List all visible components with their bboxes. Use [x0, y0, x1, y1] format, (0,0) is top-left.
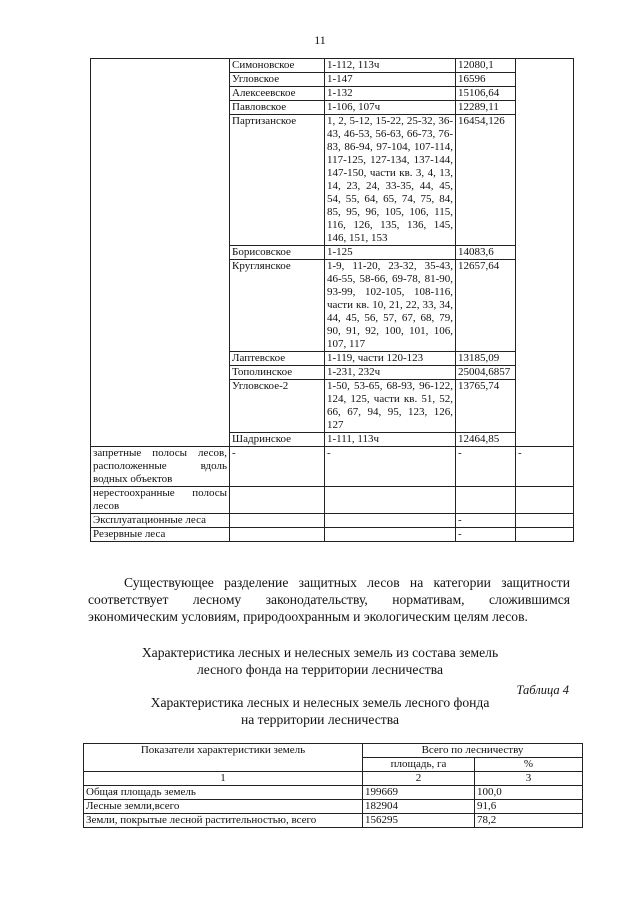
row-area: 156295	[363, 814, 475, 828]
quarters-cell: 1-132	[325, 87, 456, 101]
header-area: площадь, га	[363, 758, 475, 772]
area-cell: 25004,6857	[456, 366, 516, 380]
land-characteristics-table	[83, 743, 583, 828]
category-value-cell: -	[456, 447, 516, 487]
quarters-cell: 1-106, 107ч	[325, 101, 456, 115]
header-percent: %	[475, 758, 583, 772]
table-title-line1: Характеристика лесных и нелесных земель лесного фонда	[150, 695, 490, 710]
category-value-cell: -	[230, 447, 325, 487]
district-name-cell: Тополинское	[230, 366, 325, 380]
quarters-cell: 1-9, 11-20, 23-32, 35-43, 46-55, 58-66, 69-78, 81-90, 93-99, 102-105, 108-116, части кв. 10, 21, 22, 33, 34, 44, 45, 56, 57, 67, 68, 79, 90, 91, 92, 100, 101, 106, 107, 117	[325, 260, 456, 352]
table-row	[91, 447, 574, 487]
table-row	[91, 59, 574, 73]
section-heading-line2: лесного фонда на территории лесничества	[197, 662, 443, 677]
forest-districts-table-body	[91, 59, 574, 542]
colnum-2: 2	[363, 772, 475, 786]
table-number: Таблица 4	[516, 683, 569, 697]
forest-districts-table	[90, 58, 574, 542]
header-indicators: Показатели характеристики земель	[84, 744, 363, 772]
area-cell: 16596	[456, 73, 516, 87]
area-cell: 12657,64	[456, 260, 516, 352]
category-value-cell	[325, 528, 456, 542]
section-heading-line1: Характеристика лесных и нелесных земель из состава земель	[141, 645, 499, 660]
row-label: Общая площадь земель	[84, 786, 363, 800]
area-cell: 16454,126	[456, 115, 516, 246]
area-cell: 12080,1	[456, 59, 516, 73]
category-value-cell	[325, 487, 456, 514]
table-row	[84, 814, 583, 828]
row-area: 182904	[363, 800, 475, 814]
district-name-cell: Павловское	[230, 101, 325, 115]
district-name-cell: Круглянское	[230, 260, 325, 352]
category-value-cell	[325, 514, 456, 528]
category-value-cell	[516, 487, 574, 514]
quarters-cell: 1-112, 113ч	[325, 59, 456, 73]
area-cell: 12464,85	[456, 433, 516, 447]
header-total: Всего по лесничеству	[363, 744, 583, 758]
category-value-cell	[230, 514, 325, 528]
category-cell	[91, 59, 230, 447]
category-value-cell	[230, 528, 325, 542]
district-name-cell: Партизанское	[230, 115, 325, 246]
table-title-line2: на территории лесничества	[240, 712, 400, 727]
category-label-cell: нерестоохранные полосы лесов	[91, 487, 230, 514]
area-cell: 14083,6	[456, 246, 516, 260]
quarters-cell: 1-50, 53-65, 68-93, 96-122, 124, 125, части кв. 51, 52, 66, 67, 94, 95, 123, 126, 127	[325, 380, 456, 433]
area-cell: 12289,11	[456, 101, 516, 115]
quarters-cell: 1-111, 113ч	[325, 433, 456, 447]
district-name-cell: Симоновское	[230, 59, 325, 73]
district-name-cell: Угловское	[230, 73, 325, 87]
district-name-cell: Алексеевское	[230, 87, 325, 101]
category-label-cell: Резервные леса	[91, 528, 230, 542]
category-value-cell: -	[325, 447, 456, 487]
table-row	[91, 514, 574, 528]
quarters-cell: 1-119, части 120-123	[325, 352, 456, 366]
district-name-cell: Шадринское	[230, 433, 325, 447]
area-cell: 15106,64	[456, 87, 516, 101]
colnum-3: 3	[475, 772, 583, 786]
area-cell: 13185,09	[456, 352, 516, 366]
quarters-cell: 1, 2, 5-12, 15-22, 25-32, 36-43, 46-53, 56-63, 66-73, 76-83, 86-94, 97-104, 107-114, 117-125, 127-134, 137-144, 147-150, части кв. 3, 4, 13, 14, 23, 24, 33-35, 44, 45, 54, 55, 64, 65, 74, 75, 84, 85, 95, 96, 105, 106, 115, 116, 126, 135, 136, 145, 146, 151, 153	[325, 115, 456, 246]
district-name-cell: Лаптевское	[230, 352, 325, 366]
table-row	[91, 487, 574, 514]
row-area: 199669	[363, 786, 475, 800]
category-value-cell	[230, 487, 325, 514]
district-name-cell: Угловское-2	[230, 380, 325, 433]
category-label-cell: запретные полосы лесов, расположенные вдоль водных объектов	[91, 447, 230, 487]
row-percent: 78,2	[475, 814, 583, 828]
protective-forests-paragraph: Существующее разделение защитных лесов на категории защитности соответствует лесному законодательству, нормативам, сложившимся экономическим условиям, природоохранным и экологическим целям лесов.	[88, 575, 570, 625]
extra-cell	[516, 59, 574, 447]
colnum-1: 1	[84, 772, 363, 786]
quarters-cell: 1-231, 232ч	[325, 366, 456, 380]
quarters-cell: 1-147	[325, 73, 456, 87]
quarters-cell: 1-125	[325, 246, 456, 260]
table-row	[91, 528, 574, 542]
row-label: Земли, покрытые лесной растительностью, всего	[84, 814, 363, 828]
category-value-cell	[516, 528, 574, 542]
district-name-cell: Борисовское	[230, 246, 325, 260]
table-row	[84, 800, 583, 814]
row-percent: 100,0	[475, 786, 583, 800]
category-value-cell: -	[516, 447, 574, 487]
category-value-cell	[456, 487, 516, 514]
category-value-cell	[516, 514, 574, 528]
category-value-cell: -	[456, 528, 516, 542]
row-percent: 91,6	[475, 800, 583, 814]
category-value-cell: -	[456, 514, 516, 528]
category-label-cell: Эксплуатационные леса	[91, 514, 230, 528]
table-row	[84, 786, 583, 800]
area-cell: 13765,74	[456, 380, 516, 433]
page-number: 11	[314, 33, 326, 47]
row-label: Лесные земли,всего	[84, 800, 363, 814]
